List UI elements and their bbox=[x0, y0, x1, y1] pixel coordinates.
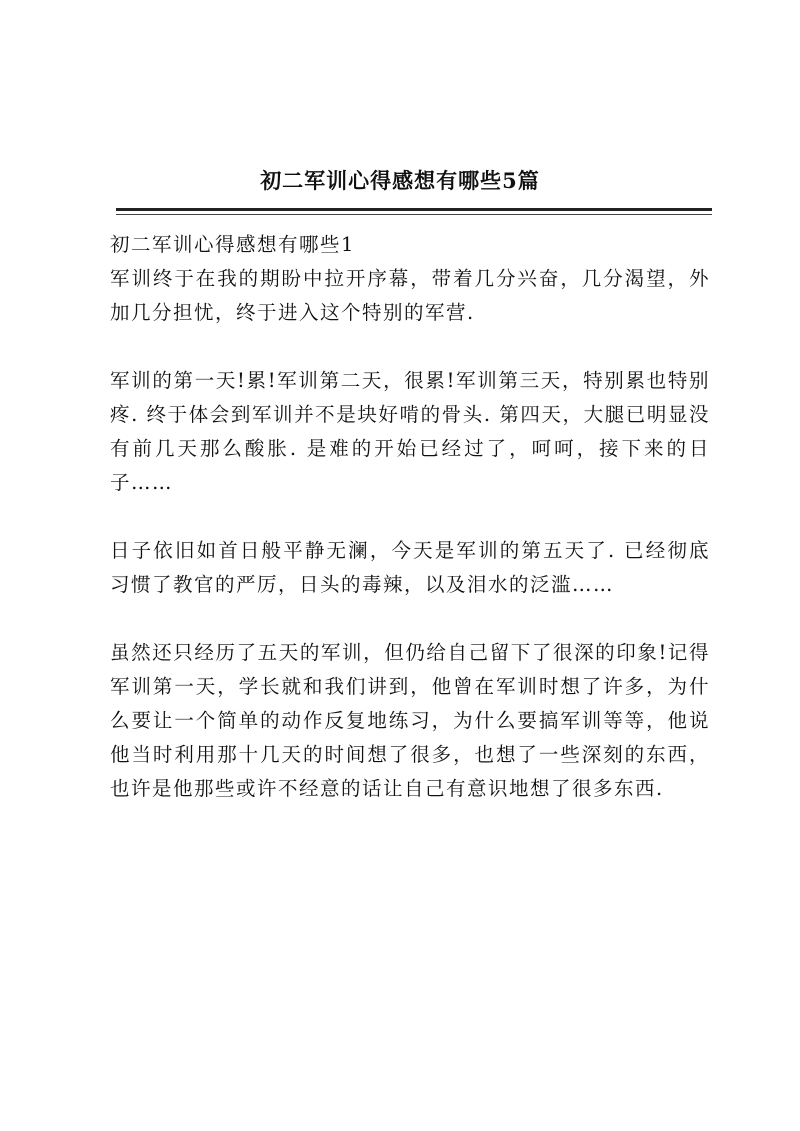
page-title: 初二军训心得感想有哪些5篇 bbox=[260, 168, 540, 193]
paragraph: 日子依旧如首日般平静无澜，今天是军训的第五天了. 已经彻底习惯了教官的严厉，日头的毒辣，以及泪水的泛滥…… bbox=[110, 539, 710, 596]
title-divider-thick bbox=[116, 208, 712, 211]
paragraph: 虽然还只经历了五天的军训，但仍给自己留下了很深的印象!记得军训第一天，学长就和我们讲到，他曾在军训时想了许多，为什么要让一个简单的动作反复地练习，为什么要搞军训等等，他说他当时利用那十几天的时间想了很多，也想了一些深刻的东西，也许是他那些或许不经意的话让自己有意识地想了很多东西. bbox=[110, 641, 710, 800]
paragraph: 军训的第一天!累!军训第二天，很累!军训第三天，特别累也特别疼. 终于体会到军训并不是块好啃的骨头. 第四天，大腿已明显没有前几天那么酸胀. 是难的开始已经过了，呵呵，接下来的日子…… bbox=[110, 369, 710, 494]
document-body bbox=[110, 228, 710, 840]
paragraph: 军训终于在我的期盼中拉开序幕，带着几分兴奋，几分渴望，外加几分担忧，终于进入这个特别的军营. bbox=[110, 267, 710, 324]
section-heading: 初二军训心得感想有哪些1 bbox=[110, 233, 355, 256]
title-divider-thin bbox=[116, 214, 712, 215]
